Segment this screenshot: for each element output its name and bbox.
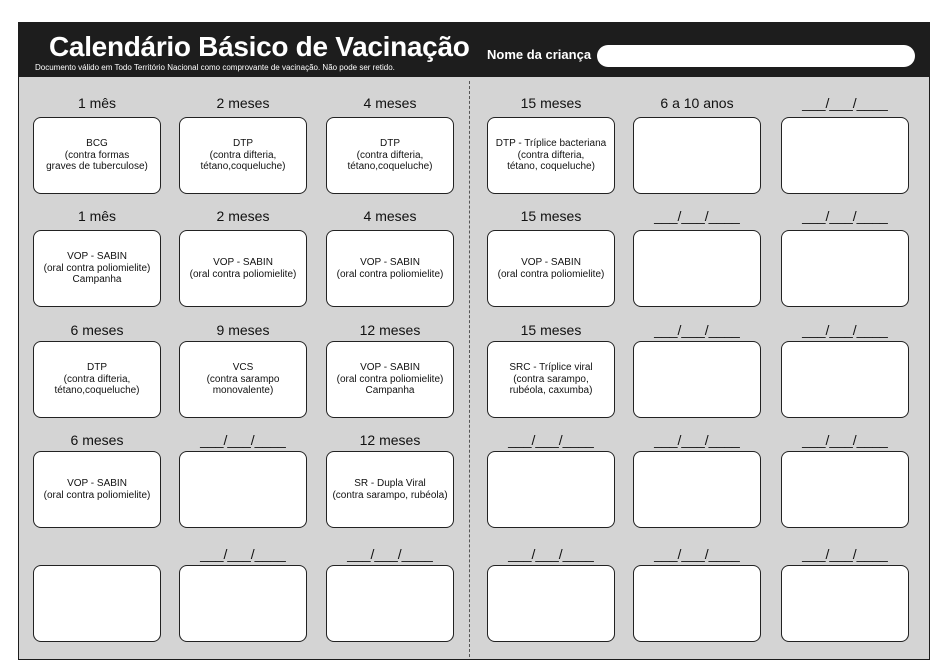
page-subtitle: Documento válido em Todo Território Nacional como comprovante de vacinação. Não pode ser retido.: [35, 63, 395, 72]
vaccine-slot[interactable]: SRC - Tríplice viral (contra sarampo, rubéola, caxumba): [487, 341, 615, 418]
empty-vaccine-slot[interactable]: [326, 565, 454, 642]
vaccine-slot[interactable]: BCG (contra formas graves de tuberculose): [33, 117, 161, 194]
slot-label: ___/___/____: [802, 432, 888, 448]
slot-label: ___/___/____: [508, 546, 594, 562]
slot-label: ___/___/____: [802, 322, 888, 338]
child-name-label: Nome da criança: [487, 47, 592, 62]
empty-vaccine-slot[interactable]: [633, 451, 761, 528]
slot-label: 15 meses: [520, 208, 582, 224]
vaccine-slot[interactable]: VOP - SABIN (oral contra poliomielite) Campanha: [33, 230, 161, 307]
slot-label: 6 meses: [70, 432, 124, 448]
slot-label: ___/___/____: [802, 546, 888, 562]
vaccine-slot[interactable]: VOP - SABIN (oral contra poliomielite): [487, 230, 615, 307]
slot-label: ___/___/____: [508, 432, 594, 448]
vaccine-slot[interactable]: VOP - SABIN (oral contra poliomielite): [179, 230, 307, 307]
empty-vaccine-slot[interactable]: [33, 565, 161, 642]
vaccine-slot[interactable]: VOP - SABIN (oral contra poliomielite): [33, 451, 161, 528]
empty-vaccine-slot[interactable]: [781, 341, 909, 418]
slot-label: 12 meses: [359, 432, 421, 448]
vaccine-slot[interactable]: VOP - SABIN (oral contra poliomielite) Campanha: [326, 341, 454, 418]
child-name-input[interactable]: [597, 45, 915, 67]
slot-label: ___/___/____: [200, 432, 286, 448]
slot-label: 15 meses: [520, 95, 582, 111]
empty-vaccine-slot[interactable]: [781, 565, 909, 642]
empty-vaccine-slot[interactable]: [487, 451, 615, 528]
slot-label: ___/___/____: [654, 432, 740, 448]
slot-label: 9 meses: [216, 322, 270, 338]
vaccine-slot[interactable]: VCS (contra sarampo monovalente): [179, 341, 307, 418]
empty-vaccine-slot[interactable]: [633, 565, 761, 642]
vaccine-slot[interactable]: DTP (contra difteria, tétano,coqueluche): [179, 117, 307, 194]
empty-vaccine-slot[interactable]: [781, 230, 909, 307]
vaccine-slot[interactable]: DTP - Tríplice bacteriana (contra difteria, tétano, coqueluche): [487, 117, 615, 194]
empty-vaccine-slot[interactable]: [781, 117, 909, 194]
slot-label: ___/___/____: [654, 208, 740, 224]
empty-vaccine-slot[interactable]: [487, 565, 615, 642]
slot-label: ___/___/____: [347, 546, 433, 562]
slot-label: 4 meses: [363, 208, 417, 224]
empty-vaccine-slot[interactable]: [633, 230, 761, 307]
slot-label: ___/___/____: [802, 95, 888, 111]
empty-vaccine-slot[interactable]: [633, 341, 761, 418]
slot-label: 6 a 10 anos: [660, 95, 734, 111]
slot-label: ___/___/____: [802, 208, 888, 224]
slot-label: 15 meses: [520, 322, 582, 338]
slot-label: 6 meses: [70, 322, 124, 338]
page-title: Calendário Básico de Vacinação: [49, 31, 470, 62]
slot-label: 12 meses: [359, 322, 421, 338]
slot-label: 1 mês: [77, 208, 117, 224]
header-bar: [19, 23, 929, 77]
slot-label: 1 mês: [77, 95, 117, 111]
slot-label: 2 meses: [216, 208, 270, 224]
vaccine-slot[interactable]: VOP - SABIN (oral contra poliomielite): [326, 230, 454, 307]
slot-label: 4 meses: [363, 95, 417, 111]
vaccination-card: [18, 22, 930, 660]
slot-label: ___/___/____: [200, 546, 286, 562]
slot-label: ___/___/____: [654, 546, 740, 562]
slot-label: 2 meses: [216, 95, 270, 111]
slot-label: ___/___/____: [654, 322, 740, 338]
empty-vaccine-slot[interactable]: [179, 451, 307, 528]
empty-vaccine-slot[interactable]: [633, 117, 761, 194]
empty-vaccine-slot[interactable]: [179, 565, 307, 642]
vaccine-slot[interactable]: DTP (contra difteria, tétano,coqueluche): [326, 117, 454, 194]
section-divider: [469, 81, 470, 657]
empty-vaccine-slot[interactable]: [781, 451, 909, 528]
vaccine-slot[interactable]: SR - Dupla Viral (contra sarampo, rubéola): [326, 451, 454, 528]
vaccine-slot[interactable]: DTP (contra difteria, tétano,coqueluche): [33, 341, 161, 418]
